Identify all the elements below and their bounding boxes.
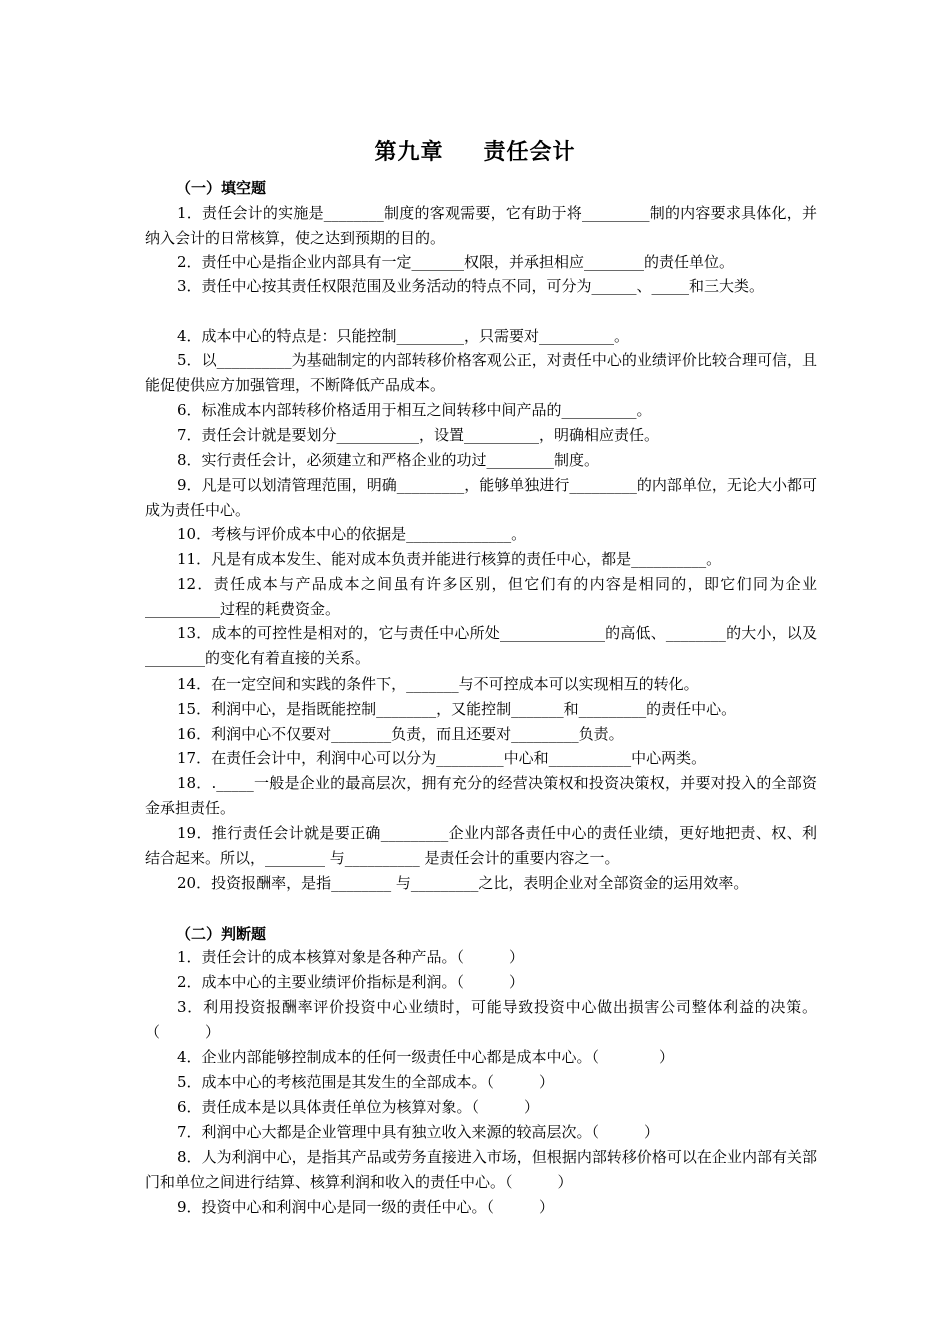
question-item: 8．实行责任会计，必须建立和严格企业的功过_________制度。 [177,451,600,469]
question-item: 13．成本的可控性是相对的，它与责任中心所处______________的高低、________的大小，以及________的变化有着直接的关系。 [145,624,817,667]
question-item: 12．责任成本与产品成本之间虽有许多区别，但它们有的内容是相同的，即它们同为企业__________过程的耗费资金。 [145,575,817,618]
question-item: 16．利润中心不仅要对________负责，而且还要对_________负责。 [177,725,624,743]
question-item: 1．责任会计的成本核算对象是各种产品。（ ） [177,948,525,966]
question-item: 19．推行责任会计就是要正确_________企业内部各责任中心的责任业绩，更好地把责、权、利结合起来。所以，________ 与__________ 是责任会计的重要内容之一。 [145,824,817,867]
question-item: 5．成本中心的考核范围是其发生的全部成本。（ ） [177,1073,555,1091]
question-item: 4．企业内部能够控制成本的任何一级责任中心都是成本中心。（ ） [177,1048,675,1066]
question-item: 7．责任会计就是要划分___________，设置__________，明确相应责任。 [177,426,660,444]
section-heading-true-false: （二）判断题 [176,925,267,943]
question-item: 6．标准成本内部转移价格适用于相互之间转移中间产品的__________。 [177,401,652,419]
question-item: 3．责任中心按其责任权限范围及业务活动的特点不同，可分为______、_____和三大类。 [177,277,765,295]
chapter-number: 第九章 [374,139,444,165]
question-item: 15．利润中心，是指既能控制________，又能控制_______和_________的责任中心。 [177,700,737,718]
question-item: 3．利用投资报酬率评价投资中心业绩时，可能导致投资中心做出损害公司整体利益的决策。（ ） [145,998,817,1041]
section-heading-fill-blank: （一）填空题 [176,179,267,197]
question-item: 1．责任会计的实施是________制度的客观需要，它有助于将_________制的内容要求具体化，并纳入会计的日常核算，使之达到预期的目的。 [145,204,817,247]
question-item: 14．在一定空间和实践的条件下，_______与不可控成本可以实现相互的转化。 [177,675,699,693]
question-item: 9．凡是可以划清管理范围，明确_________，能够单独进行_________的内部单位，无论大小都可成为责任中心。 [145,476,817,519]
question-item: 20．投资报酬率，是指________ 与_________之比，表明企业对全部资金的运用效率。 [177,874,749,892]
question-item: 17．在责任会计中，利润中心可以分为_________中心和___________中心两类。 [177,749,707,767]
question-item: 6．责任成本是以具体责任单位为核算对象。（ ） [177,1098,540,1116]
question-item: 4．成本中心的特点是：只能控制_________，只需要对__________。 [177,327,630,345]
question-item: 18．._____一般是企业的最高层次，拥有充分的经营决策权和投资决策权，并要对投入的全部资金承担责任。 [145,774,817,817]
chapter-name: 责任会计 [483,139,576,165]
question-item: 5．以__________为基础制定的内部转移价格客观公正，对责任中心的业绩评价比较合理可信，且能促使供应方加强管理，不断降低产品成本。 [145,351,817,394]
page-title [0,136,950,168]
question-item: 11．凡是有成本发生、能对成本负责并能进行核算的责任中心，都是__________。 [177,550,722,568]
question-item: 2．成本中心的主要业绩评价指标是利润。（ ） [177,973,525,991]
question-item: 8．人为利润中心，是指其产品或劳务直接进入市场，但根据内部转移价格可以在企业内部有关部门和单位之间进行结算、核算利润和收入的责任中心。（ ） [145,1148,817,1191]
question-item: 2．责任中心是指企业内部具有一定_______权限，并承担相应________的责任单位。 [177,253,735,271]
question-item: 7．利润中心大都是企业管理中具有独立收入来源的较高层次。（ ） [177,1123,660,1141]
question-item: 9．投资中心和利润中心是同一级的责任中心。（ ） [177,1198,555,1216]
question-item: 10．考核与评价成本中心的依据是______________。 [177,525,527,543]
